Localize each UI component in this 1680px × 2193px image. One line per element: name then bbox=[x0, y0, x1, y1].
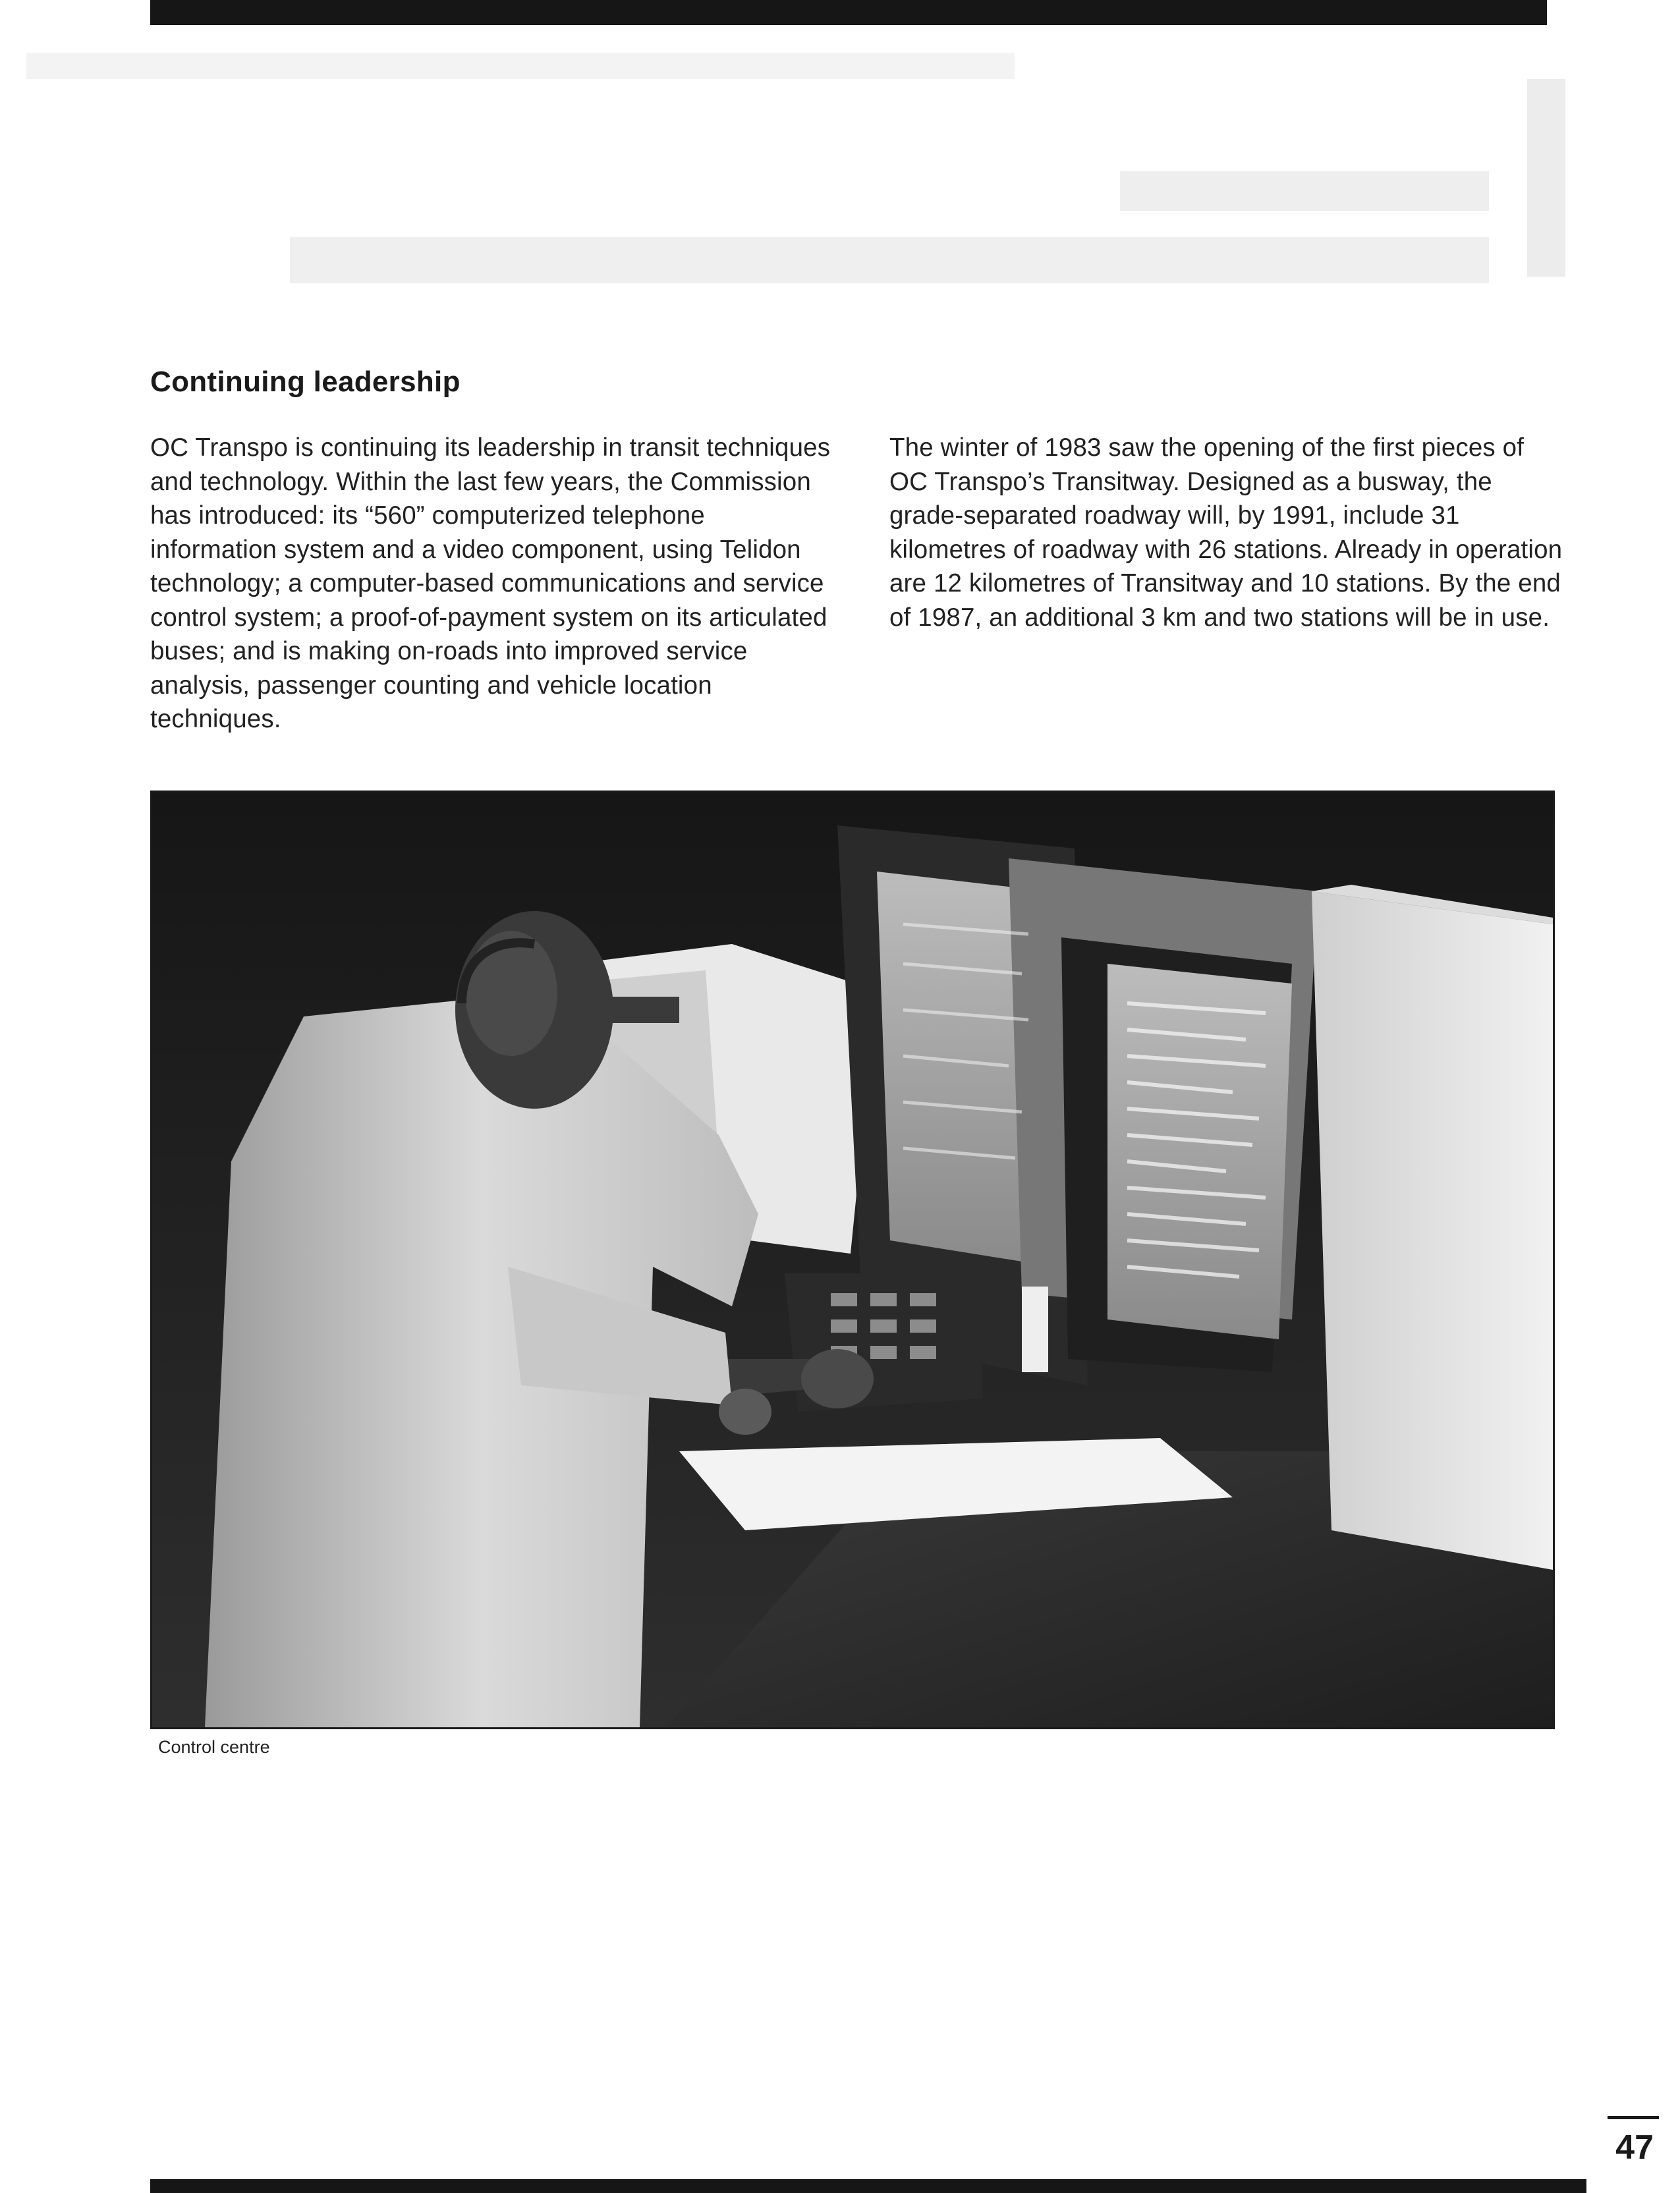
left-column-paragraph: OC Transpo is continuing its leadership in transit techniques and technology. Within the last few years, the Commission has introduced: its “560” computerized telephone information system and a video component, using Telidon technology; a computer-based communications and service control system; a proof-of-payment system on its articulated buses; and is making on-roads into improved service analysis, passenger counting and vehicle location techniques. bbox=[150, 433, 831, 733]
bottom-rule bbox=[150, 2179, 1586, 2193]
control-centre-photo bbox=[150, 791, 1555, 1729]
page-number-rule bbox=[1608, 2116, 1659, 2119]
show-through-text bbox=[0, 40, 1680, 336]
top-rule bbox=[150, 0, 1547, 25]
right-column-paragraph: The winter of 1983 saw the opening of the first pieces of OC Transpo’s Transitway. Designed as a busway, the grade-separated roadway will, by 1991, include 31 kilometres of roadway with 26 stations. Already in operation are 12 kilometres of Transitway and 10 stations. By the end of 1987, an additional 3 km and two stations will be in use. bbox=[889, 433, 1563, 632]
figure-caption: Control centre bbox=[158, 1737, 270, 1757]
page-number: 47 bbox=[1615, 2128, 1654, 2167]
section-heading: Continuing leadership bbox=[150, 366, 461, 398]
